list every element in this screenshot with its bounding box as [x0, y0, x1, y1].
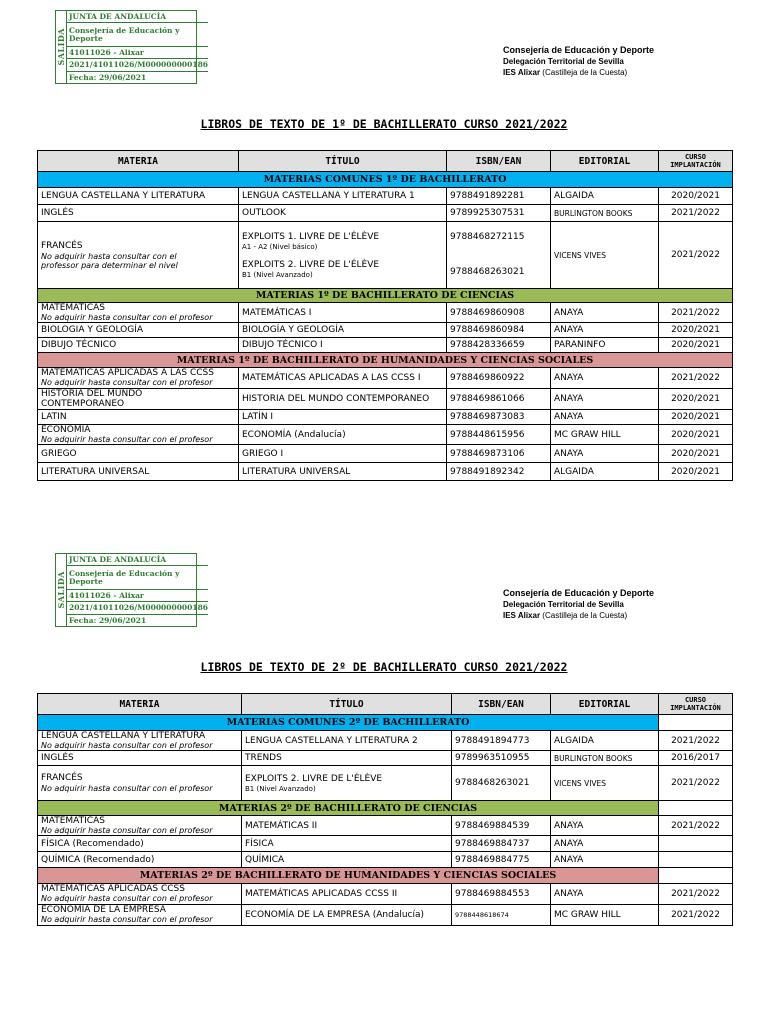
registry-stamp [55, 553, 209, 627]
header-line: Delegación Territorial de Sevilla [503, 600, 624, 609]
stamp-side-label: SALIDA [56, 28, 66, 66]
col-editorial: EDITORIAL [551, 694, 659, 715]
col-materia: MATERIA [38, 694, 242, 715]
stamp-line: JUNTA DE ANDALUCÍA [67, 554, 208, 566]
stamp-side-label: SALIDA [56, 571, 66, 609]
table-row: MATEMATICAS APLICADAS CCSS No adquirir hasta consultar con el profesor MATEMÁTICAS APLICADAS CCSS II 9788469884553 ANAYA 2021/2022 [38, 884, 733, 905]
stamp-line: Consejería de Educación y Deporte [67, 23, 208, 47]
stamp-line: Fecha: 29/06/2021 [69, 72, 147, 82]
page-title: LIBROS DE TEXTO DE 2º DE BACHILLERATO CURSO 2021/2022 [200, 660, 568, 674]
table-row: BIOLOGIA Y GEOLOGÍA BIOLOGÍA Y GEOLOGÍA 9788469860984 ANAYA 2020/2021 [38, 323, 733, 338]
table-row: MATEMATICAS No adquirir hasta consultar con el profesor MATEMÁTICAS I 9788469860908 ANAYA 2021/2022 [38, 303, 733, 323]
header-line: Consejería de Educación y Deporte [503, 588, 655, 598]
stamp-line: 41011026 - Alixar [67, 590, 208, 602]
col-curso: CURSO IMPLANTACIÓN [659, 151, 733, 172]
table-row: FRANCÉS No adquirir hasta consultar con el professor para determinar el nivel EXPLOITS 1. LIVRE DE L'ÉLÈVE A1 - A2 (Nivel básico) EXPLOITS 2. LIVRE DE L'ÉLÈVE B1 (Nivel Avanzado) 9788468272115 9788468263021 VICENS VIVES 2021/2022 [38, 222, 733, 289]
table-row: MATEMATICAS APLICADAS A LAS CCSS No adquirir hasta consultar con el profesor MATEMÁTICAS APLICADAS A LAS CCSS I 9788469860922 ANAYA 2021/2022 [38, 368, 733, 389]
registry-stamp [55, 10, 209, 84]
table-row: LATIN LATÍN I 9788469873083 ANAYA 2020/2021 [38, 410, 733, 425]
stamp-line: Fecha: 29/06/2021 [69, 615, 147, 625]
section-header: MATERIAS 1º DE BACHILLERATO DE HUMANIDADES Y CIENCIAS SOCIALES [38, 353, 733, 368]
table-row: LENGUA CASTELLANA Y LITERATURA No adquirir hasta consultar con el profesor LENGUA CASTELLANA Y LITERATURA 2 9788491894773 ALGAIDA 2021/2022 [38, 731, 733, 751]
table-row: LENGUA CASTELLANA Y LITERATURA LENGUA CASTELLANA Y LITERATURA 1 9788491892281 ALGAIDA 2020/2021 [38, 188, 733, 205]
table-row: INGLÉS TRENDS 9789963510955 BURLINGTON BOOKS 2016/2017 [38, 751, 733, 766]
table-row: QUÍMICA (Recomendado) QUÍMICA 9788469884775 ANAYA [38, 852, 733, 868]
section-header: MATERIAS 2º DE BACHILLERATO DE CIENCIAS [38, 801, 659, 816]
header-block [503, 45, 654, 78]
table-row: GRIEGO GRIEGO I 9788469873106 ANAYA 2020/2021 [38, 445, 733, 463]
table-row: ECONOMIA DE LA EMPRESA No adquirir hasta consultar con el profesor ECONOMÍA DE LA EMPRESA (Andalucía) 9788448618674 MC GRAW HILL 2021/2022 [38, 905, 733, 926]
section-header: MATERIAS 2º DE BACHILLERATO DE HUMANIDADES Y CIENCIAS SOCIALES [38, 868, 659, 884]
table-row: HISTORIA DEL MUNDO CONTEMPORANEO HISTORIA DEL MUNDO CONTEMPORANEO 9788469861066 ANAYA 2020/2021 [38, 389, 733, 410]
col-editorial: EDITORIAL [551, 151, 659, 172]
header-line: Consejería de Educación y Deporte [503, 45, 655, 55]
table-row: INGLÉS OUTLOOK 9789925307531 BURLINGTON BOOKS 2021/2022 [38, 205, 733, 222]
stamp-line: JUNTA DE ANDALUCÍA [67, 11, 208, 23]
section-header: MATERIAS 1º DE BACHILLERATO DE CIENCIAS [38, 289, 733, 303]
header-line: IES Alixar (Castilleja de la Cuesta) [503, 611, 628, 620]
books-table-1 [37, 150, 733, 481]
table-header [38, 694, 733, 715]
col-materia: MATERIA [38, 151, 239, 172]
header-block [503, 588, 654, 621]
table-row: DIBUJO TÉCNICO DIBUJO TÉCNICO I 9788428336659 PARANINFO 2020/2021 [38, 338, 733, 353]
header-line: IES Alixar (Castilleja de la Cuesta) [503, 68, 628, 77]
table-row: FRANCÉS No adquirir hasta consultar con el profesor EXPLOITS 2. LIVRE DE L'ÉLÈVE B1 (Nivel Avanzado) 9788468263021 VICENS VIVES 2021/2022 [38, 766, 733, 801]
stamp-line: Consejería de Educación y Deporte [67, 566, 208, 590]
table-row: MATEMATICAS No adquirir hasta consultar con el profesor MATEMÁTICAS II 9788469884539 ANAYA 2021/2022 [38, 816, 733, 836]
col-isbn: ISBN/EAN [452, 694, 551, 715]
books-table-2 [37, 693, 733, 926]
col-titulo: TÍTULO [242, 694, 452, 715]
table-row: LITERATURA UNIVERSAL LITERATURA UNIVERSAL 9788491892342 ALGAIDA 2020/2021 [38, 463, 733, 481]
col-isbn: ISBN/EAN [447, 151, 551, 172]
table-row: FÍSICA (Recomendado) FÍSICA 9788469884737 ANAYA [38, 836, 733, 852]
page-title: LIBROS DE TEXTO DE 1º DE BACHILLERATO CURSO 2021/2022 [200, 117, 568, 131]
col-titulo: TÍTULO [239, 151, 447, 172]
col-curso: CURSO IMPLANTACIÓN [659, 694, 733, 715]
section-header: MATERIAS COMUNES 1º DE BACHILLERATO [38, 172, 733, 188]
stamp-line: 2021/41011026/M000000000186 [67, 59, 208, 71]
stamp-line: 41011026 - Alixar [67, 47, 208, 59]
table-row: ECONOMIA No adquirir hasta consultar con el profesor ECONOMÍA (Andalucía) 9788448615956 MC GRAW HILL 2020/2021 [38, 425, 733, 445]
section-header: MATERIAS COMUNES 2º DE BACHILLERATO [38, 715, 659, 731]
table-header [38, 151, 733, 172]
stamp-line: 2021/41011026/M000000000186 [67, 602, 208, 614]
header-line: Delegación Territorial de Sevilla [503, 57, 624, 66]
